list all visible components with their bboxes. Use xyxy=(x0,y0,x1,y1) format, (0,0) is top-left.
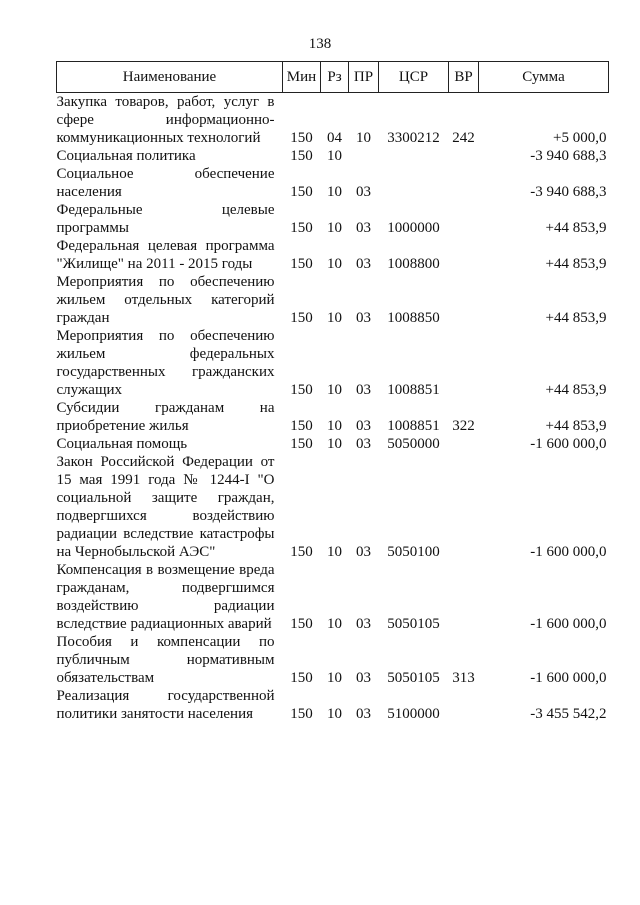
header-rz: Рз xyxy=(321,62,349,93)
header-name: Наименование xyxy=(57,62,283,93)
cell-pr: 03 xyxy=(356,436,371,452)
cell-name: Социальное обеспечение населения xyxy=(56,166,275,200)
cell-rz: 10 xyxy=(327,418,342,434)
cell-name: Закупка товаров, работ, услуг в сфере информационно-коммуникационных технологий xyxy=(56,94,275,146)
cell-rz: 10 xyxy=(327,310,342,326)
cell-csr: 5050105 xyxy=(387,616,440,632)
cell-pr: 03 xyxy=(356,418,371,434)
cell-min: 150 xyxy=(290,616,313,632)
cell-sum: -1 600 000,0 xyxy=(530,436,607,452)
cell-rz: 10 xyxy=(327,256,342,272)
cell-min: 150 xyxy=(290,148,313,164)
cell-vr xyxy=(449,327,479,399)
cell-name: Субсидии гражданам на приобретение жилья xyxy=(56,400,275,434)
cell-sum: -1 600 000,0 xyxy=(530,616,607,632)
cell-csr: 1008850 xyxy=(387,310,440,326)
cell-rz: 10 xyxy=(327,616,342,632)
cell-vr xyxy=(449,237,479,273)
cell-vr xyxy=(449,561,479,633)
cell-csr: 3300212 xyxy=(387,130,440,146)
cell-rz: 10 xyxy=(327,148,342,164)
cell-csr: 1008851 xyxy=(387,418,440,434)
cell-pr: 03 xyxy=(356,706,371,722)
cell-name: Федеральная целевая программа "Жилище" на 2011 - 2015 годы xyxy=(56,238,275,272)
cell-rz: 10 xyxy=(327,220,342,236)
cell-sum: -3 455 542,2 xyxy=(530,706,607,722)
cell-name: Закон Российской Федерации от 15 мая 1991 года № 1244-I "О социальной защите граждан, подвергшихся воздействию радиации вследствие катастрофы на Чернобыльской АЭС" xyxy=(56,454,275,560)
header-row xyxy=(57,62,609,93)
cell-vr xyxy=(449,687,479,723)
cell-vr: 313 xyxy=(452,670,475,686)
cell-name: Мероприятия по обеспечению жильем отдельных категорий граждан xyxy=(56,274,275,326)
cell-csr: 1008851 xyxy=(387,382,440,398)
cell-sum: +44 853,9 xyxy=(545,256,607,272)
cell-sum: +5 000,0 xyxy=(553,130,607,146)
cell-name: Социальная помощь xyxy=(56,436,188,452)
cell-vr xyxy=(449,453,479,561)
cell-sum: -1 600 000,0 xyxy=(530,544,607,560)
cell-csr xyxy=(379,165,449,201)
cell-min: 150 xyxy=(290,220,313,236)
cell-sum: +44 853,9 xyxy=(545,418,607,434)
header-vr: ВР xyxy=(449,62,479,93)
budget-table xyxy=(56,61,609,723)
cell-min: 150 xyxy=(290,418,313,434)
cell-min: 150 xyxy=(290,382,313,398)
header-min: Мин xyxy=(283,62,321,93)
table-row xyxy=(57,561,609,633)
cell-name: Реализация государственной политики занятости населения xyxy=(56,688,275,722)
cell-min: 150 xyxy=(290,544,313,560)
table-row xyxy=(57,687,609,723)
cell-csr: 1008800 xyxy=(387,256,440,272)
cell-rz: 10 xyxy=(327,670,342,686)
table-row xyxy=(57,633,609,687)
cell-pr: 03 xyxy=(356,184,371,200)
cell-vr xyxy=(449,165,479,201)
table-row xyxy=(57,453,609,561)
cell-rz: 10 xyxy=(327,436,342,452)
cell-rz: 04 xyxy=(327,130,342,146)
cell-name: Компенсация в возмещение вреда гражданам, подвергшимся воздействию радиации вследствие радиационных аварий xyxy=(56,562,275,632)
table-row xyxy=(57,237,609,273)
cell-sum: -3 940 688,3 xyxy=(530,184,607,200)
table-row xyxy=(57,435,609,453)
cell-min: 150 xyxy=(290,436,313,452)
cell-pr: 03 xyxy=(356,544,371,560)
cell-pr: 03 xyxy=(356,256,371,272)
cell-sum: +44 853,9 xyxy=(545,382,607,398)
table-row xyxy=(57,147,609,165)
cell-vr xyxy=(449,147,479,165)
cell-sum: +44 853,9 xyxy=(545,310,607,326)
cell-min: 150 xyxy=(290,184,313,200)
cell-csr xyxy=(379,147,449,165)
cell-rz: 10 xyxy=(327,706,342,722)
cell-min: 150 xyxy=(290,256,313,272)
cell-sum: +44 853,9 xyxy=(545,220,607,236)
cell-vr xyxy=(449,435,479,453)
table-row xyxy=(57,273,609,327)
cell-rz: 10 xyxy=(327,184,342,200)
cell-pr: 03 xyxy=(356,382,371,398)
cell-csr: 5050100 xyxy=(387,544,440,560)
table-row xyxy=(57,399,609,435)
cell-rz: 10 xyxy=(327,382,342,398)
cell-pr: 03 xyxy=(356,310,371,326)
cell-name: Социальная политика xyxy=(56,148,196,164)
cell-pr: 03 xyxy=(356,670,371,686)
header-pr: ПР xyxy=(349,62,379,93)
table-row xyxy=(57,93,609,148)
cell-name: Федеральные целевые программы xyxy=(56,202,275,236)
cell-pr: 03 xyxy=(356,616,371,632)
table-row xyxy=(57,165,609,201)
header-sum: Сумма xyxy=(479,62,609,93)
cell-vr: 322 xyxy=(452,418,475,434)
page-number: 138 xyxy=(308,36,332,52)
cell-vr xyxy=(449,273,479,327)
cell-name: Пособия и компенсации по публичным нормативным обязательствам xyxy=(56,634,275,686)
cell-pr: 03 xyxy=(356,220,371,236)
cell-csr: 1000000 xyxy=(387,220,440,236)
table-row xyxy=(57,327,609,399)
cell-name: Мероприятия по обеспечению жильем федеральных государственных гражданских служащих xyxy=(56,328,275,398)
cell-vr: 242 xyxy=(452,130,475,146)
cell-pr: 10 xyxy=(356,130,371,146)
table-row xyxy=(57,201,609,237)
cell-min: 150 xyxy=(290,130,313,146)
cell-min: 150 xyxy=(290,706,313,722)
cell-sum: -3 940 688,3 xyxy=(530,148,607,164)
cell-min: 150 xyxy=(290,310,313,326)
cell-min: 150 xyxy=(290,670,313,686)
cell-csr: 5100000 xyxy=(387,706,440,722)
cell-vr xyxy=(449,201,479,237)
cell-rz: 10 xyxy=(327,544,342,560)
cell-sum: -1 600 000,0 xyxy=(530,670,607,686)
cell-csr: 5050000 xyxy=(387,436,440,452)
cell-csr: 5050105 xyxy=(387,670,440,686)
cell-pr xyxy=(349,147,379,165)
header-csr: ЦСР xyxy=(379,62,449,93)
